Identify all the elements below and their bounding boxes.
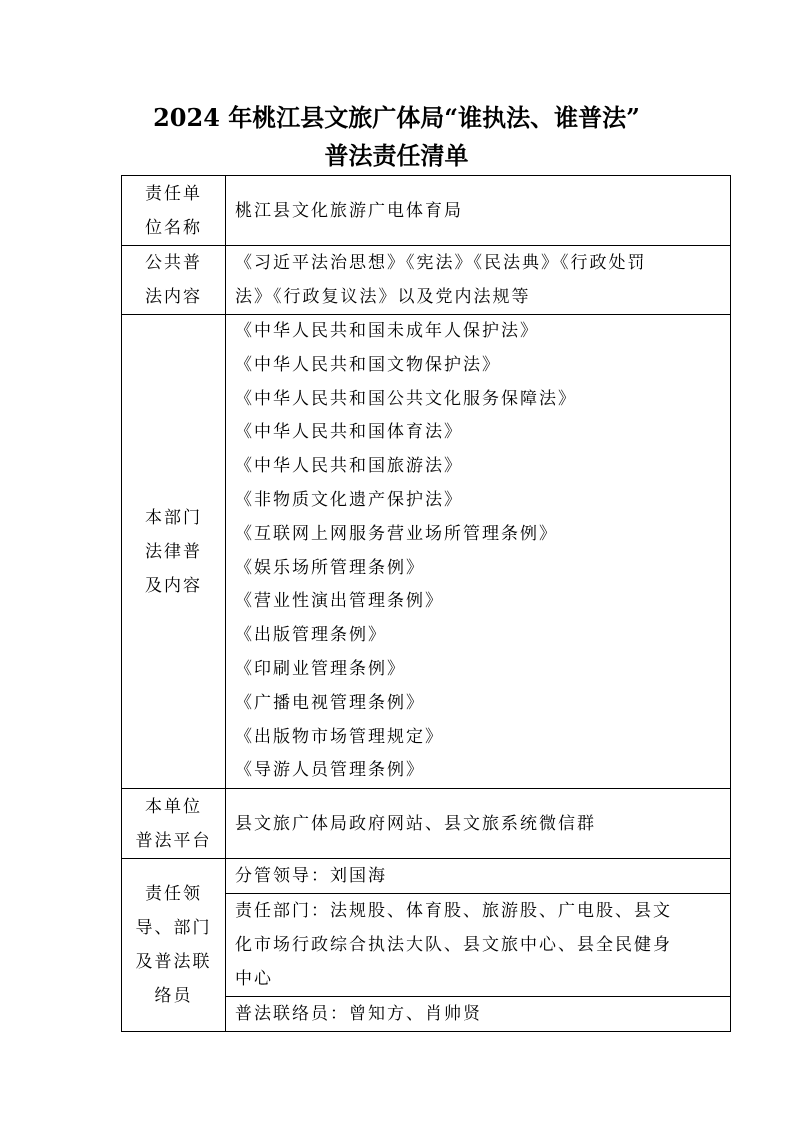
label-line: 法律普: [145, 541, 202, 562]
label-line: 位名称: [145, 217, 202, 238]
law-item: 《导游人员管理条例》: [235, 760, 425, 781]
value-public-content: [226, 246, 731, 315]
table-row-dept-laws: [122, 315, 731, 789]
label-line: 责任领: [145, 884, 202, 905]
value-leader: [226, 859, 731, 894]
law-item: 《互联网上网服务营业场所管理条例》: [235, 523, 558, 544]
document-title-line2: 普法责任清单: [324, 141, 469, 170]
label-line: 及内容: [145, 575, 202, 596]
table-row-unit: [122, 176, 731, 246]
table-row-public-content: [122, 246, 731, 315]
law-item: 《广播电视管理条例》: [235, 692, 425, 713]
liaison-text: 普法联络员：曾知方、肖帅贤: [235, 1004, 482, 1025]
law-item: 《出版物市场管理规定》: [235, 726, 444, 747]
label-line: 导、部门: [135, 918, 212, 939]
law-item: 《中华人民共和国体育法》: [235, 422, 463, 443]
public-content-line: 《习近平法治思想》《宪法》《民法典》《行政处罚: [235, 253, 647, 273]
departments-line: 化市场行政综合执法大队、县文旅中心、县全民健身: [235, 935, 672, 956]
leader-text: 分管领导：刘国海: [235, 866, 387, 887]
platform-text: 县文旅广体局政府网站、县文旅系统微信群: [235, 813, 596, 834]
table-row-platform: [122, 789, 731, 859]
label-line: 本单位: [145, 796, 202, 817]
label-line: 责任单: [145, 183, 202, 204]
public-content-line: 法》《行政复议法》以及党内法规等: [235, 287, 531, 307]
unit-name-text: 桃江县文化旅游广电体育局: [235, 200, 463, 221]
value-liaison: [226, 997, 731, 1032]
law-item: 《营业性演出管理条例》: [235, 591, 444, 612]
value-platform: [226, 789, 731, 859]
value-departments: [226, 894, 731, 997]
label-line: 公共普: [145, 253, 202, 273]
law-item: 《中华人民共和国文物保护法》: [235, 354, 501, 375]
label-public-content: [122, 246, 226, 315]
label-leaders: [122, 859, 226, 1032]
law-item: 《中华人民共和国公共文化服务保障法》: [235, 388, 577, 409]
label-platform: [122, 789, 226, 859]
value-unit-name: [226, 176, 731, 246]
value-dept-laws: [226, 315, 731, 789]
table-row-leader: [122, 859, 731, 894]
responsibility-table: [121, 175, 731, 1032]
label-dept-laws: [122, 315, 226, 789]
law-item: 《中华人民共和国旅游法》: [235, 456, 463, 477]
label-line: 络员: [154, 986, 193, 1007]
label-line: 普法平台: [135, 830, 212, 851]
label-unit-name: [122, 176, 226, 246]
departments-line: 责任部门：法规股、体育股、旅游股、广电股、县文: [235, 901, 672, 922]
label-line: 及普法联: [135, 952, 212, 973]
law-item: 《中华人民共和国未成年人保护法》: [235, 321, 539, 341]
law-item: 《娱乐场所管理条例》: [235, 557, 425, 578]
document-title-line1: 2024 年桃江县文旅广体局“谁执法、谁普法”: [153, 103, 640, 132]
law-item: 《非物质文化遗产保护法》: [235, 489, 463, 510]
label-line: 本部门: [145, 507, 202, 528]
law-item: 《出版管理条例》: [235, 625, 387, 646]
law-item: 《印刷业管理条例》: [235, 658, 406, 679]
label-line: 法内容: [145, 287, 202, 307]
departments-line: 中心: [235, 969, 273, 990]
